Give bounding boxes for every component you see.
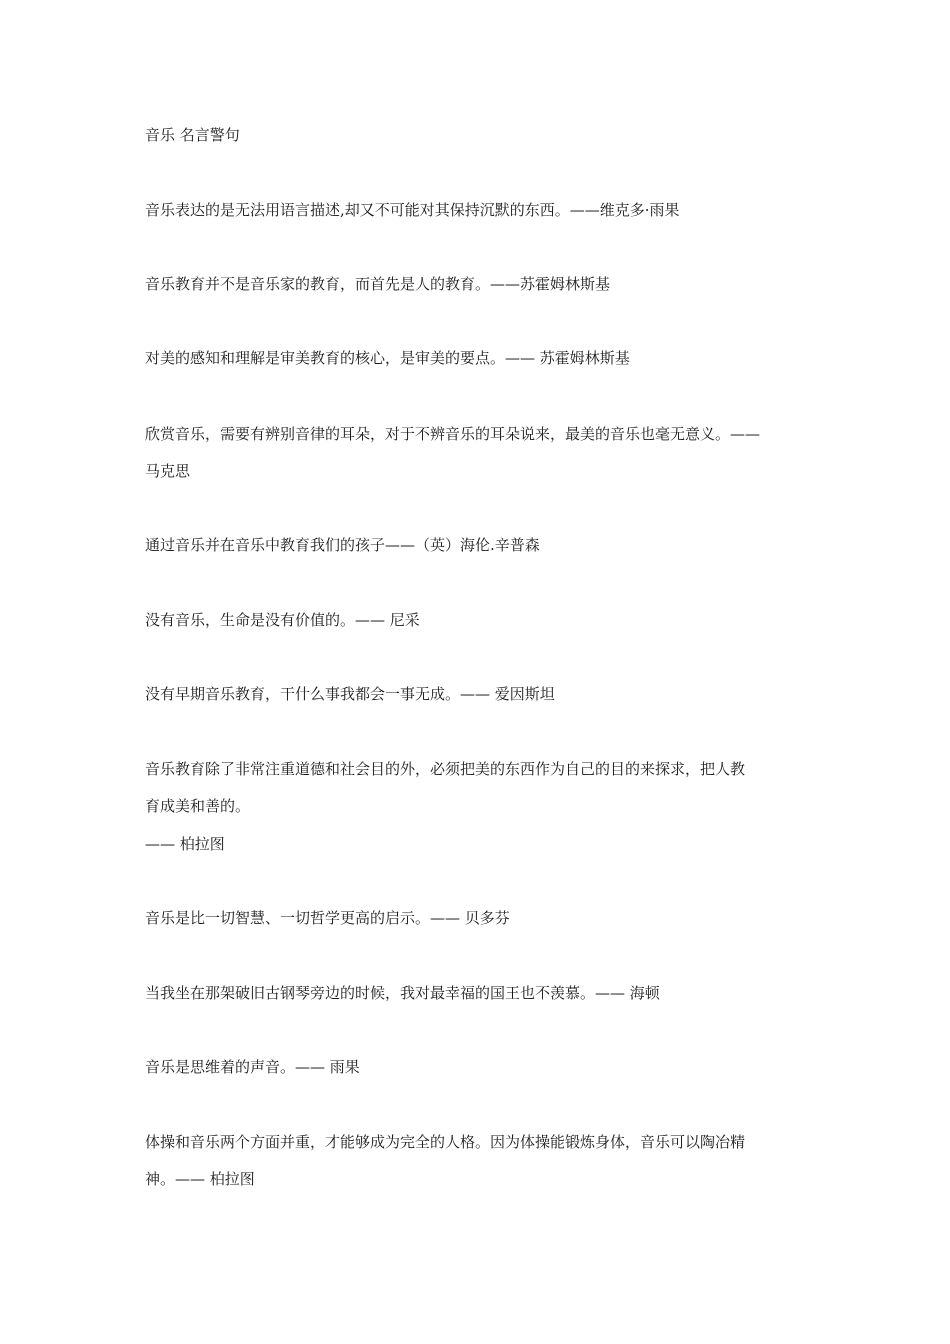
quote-1-line-1: 音乐表达的是无法用语言描述,却又不可能对其保持沉默的东西。——维克多·雨果 — [145, 201, 680, 219]
quote-5-line-1: 通过音乐并在音乐中教育我们的孩子——（英）海伦.辛普森 — [145, 536, 540, 554]
quote-6-line-1: 没有音乐，生命是没有价值的。—— 尼采 — [145, 611, 420, 629]
quote-7-line-1: 没有早期音乐教育，干什么事我都会一事无成。—— 爱因斯坦 — [145, 685, 555, 703]
document-title: 音乐 名言警句 — [145, 126, 240, 144]
quote-12-line-1: 体操和音乐两个方面并重，才能够成为完全的人格。因为体操能锻炼身体，音乐可以陶冶精 — [145, 1133, 746, 1151]
quote-8-line-2: 育成美和善的。 — [145, 797, 251, 815]
quote-11-line-1: 音乐是思维着的声音。—— 雨果 — [145, 1058, 360, 1076]
quote-4-line-1: 欣赏音乐，需要有辨别音律的耳朵，对于不辨音乐的耳朵说来，最美的音乐也毫无意义。—— — [145, 425, 761, 443]
quote-12-line-2: 神。—— 柏拉图 — [145, 1170, 255, 1188]
quote-2-line-1: 音乐教育并不是音乐家的教育，而首先是人的教育。——苏霍姆林斯基 — [145, 275, 611, 293]
quote-8-line-1: 音乐教育除了非常注重道德和社会目的外，必须把美的东西作为自己的目的来探求，把人教 — [145, 760, 746, 778]
quote-8-line-3: —— 柏拉图 — [145, 835, 225, 853]
quote-3-line-1: 对美的感知和理解是审美教育的核心，是审美的要点。—— 苏霍姆林斯基 — [145, 349, 630, 367]
quote-4-line-2: 马克思 — [145, 462, 191, 480]
quote-10-line-1: 当我坐在那架破旧古钢琴旁边的时候，我对最幸福的国王也不羡慕。—— 海顿 — [145, 984, 660, 1002]
quote-9-line-1: 音乐是比一切智慧、一切哲学更高的启示。—— 贝多芬 — [145, 909, 510, 927]
